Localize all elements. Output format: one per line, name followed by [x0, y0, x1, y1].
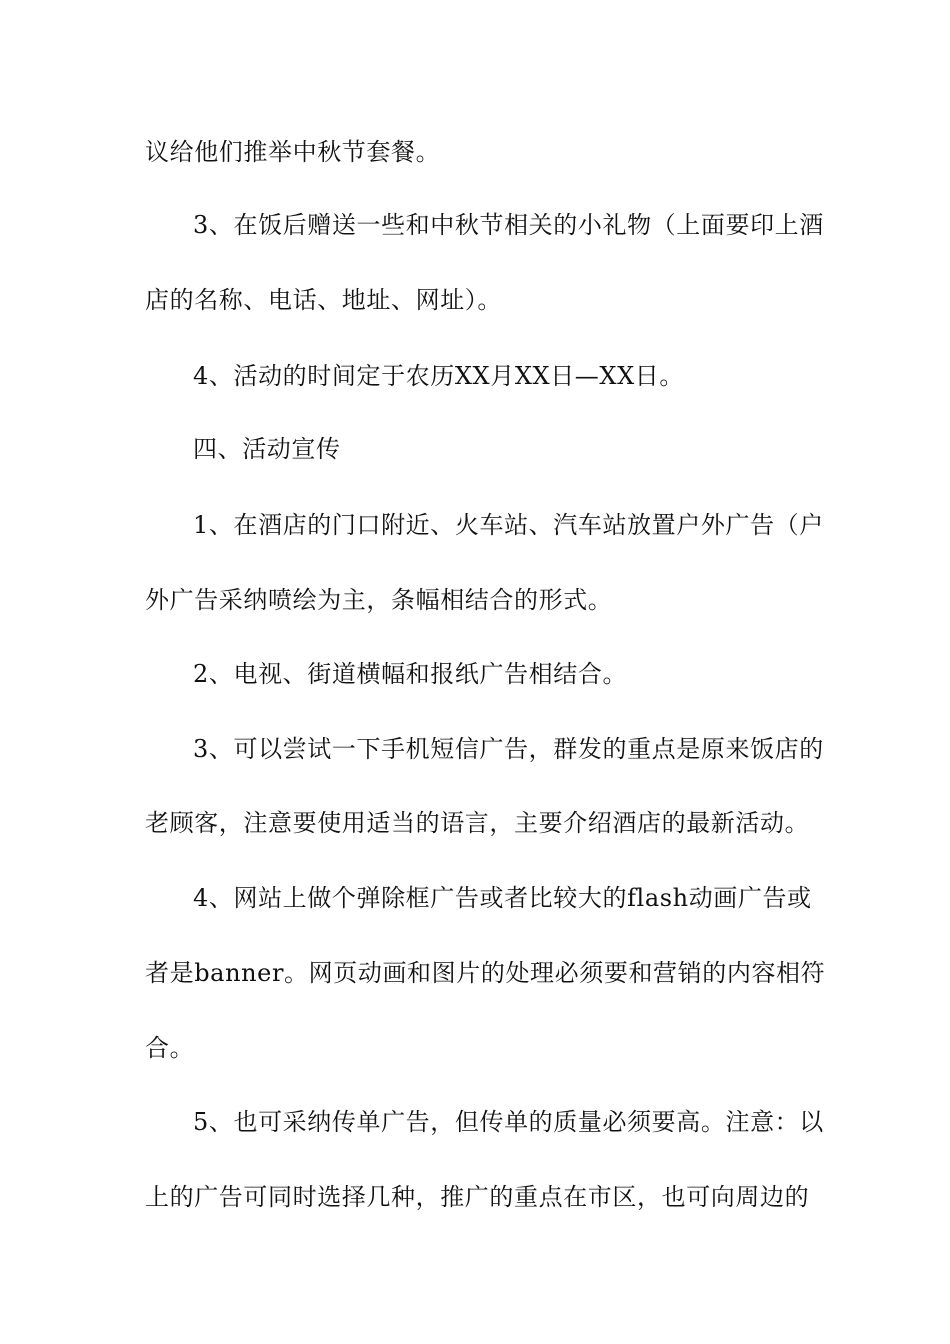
text-line: 3、在饭后赠送一些和中秋节相关的小礼物（上面要印上酒	[193, 211, 824, 239]
text-line: 4、活动的时间定于农历XX月XX日—XX日。	[193, 362, 684, 390]
text-line: 2、电视、街道横幅和报纸广告相结合。	[193, 660, 628, 688]
text-line: 者是banner。网页动画和图片的处理必须要和营销的内容相符	[145, 959, 826, 987]
text-line: 合。	[145, 1034, 195, 1062]
text-line: 5、也可采纳传单广告，但传单的质量必须要高。注意：以	[193, 1108, 824, 1136]
text-line: 议给他们推举中秋节套餐。	[145, 138, 441, 166]
text-line: 店的名称、电话、地址、网址）。	[145, 286, 502, 314]
text-line: 1、在酒店的门口附近、火车站、汽车站放置户外广告（户	[193, 511, 824, 539]
text-line: 3、可以尝试一下手机短信广告，群发的重点是原来饭店的	[193, 735, 824, 763]
text-line: 上的广告可同时选择几种，推广的重点在市区，也可向周边的	[145, 1183, 810, 1211]
section-heading: 四、活动宣传	[193, 435, 341, 463]
text-line: 外广告采纳喷绘为主，条幅相结合的形式。	[145, 586, 613, 614]
text-line: 4、网站上做个弹除框广告或者比较大的flash动画广告或	[193, 884, 812, 912]
text-line: 老顾客，注意要使用适当的语言，主要介绍酒店的最新活动。	[145, 809, 810, 837]
